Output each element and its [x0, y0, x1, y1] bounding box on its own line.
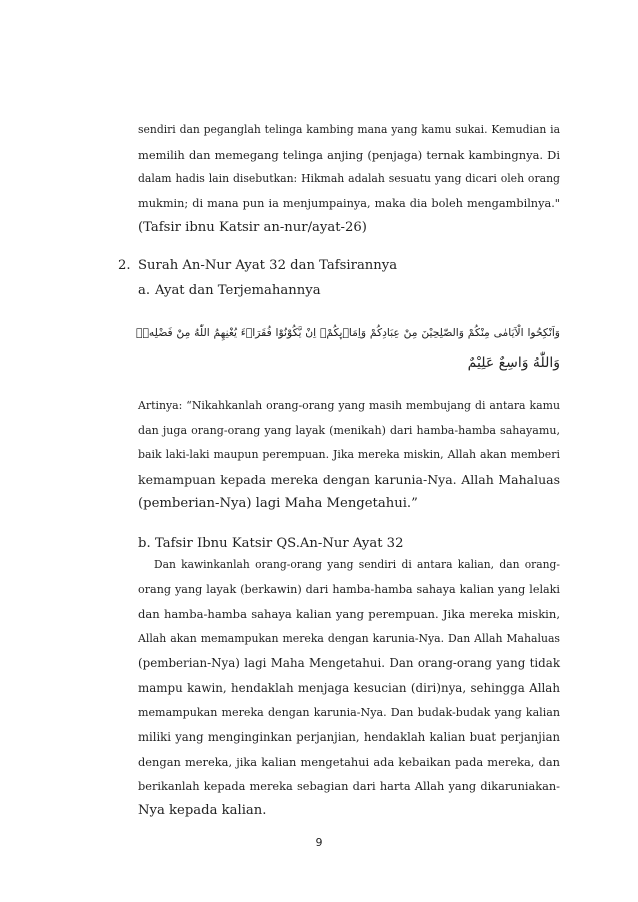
intro-line-4: mukmin; di mana pun ia menjumpainya, maka dia boleh mengambilnya." [138, 196, 560, 210]
tafsir-line-11: Nya kepada kalian. [138, 802, 267, 818]
subsection-b-title: Tafsir Ibnu Katsir QS.An-Nur Ayat 32 [155, 536, 404, 551]
tafsir-line-4: Allah akan memampukan mereka dengan karunia-Nya. Dan Allah Mahaluas [138, 631, 560, 645]
section-number: 2. [118, 258, 131, 273]
tafsir-line-3: dan hamba-hamba sahaya kalian yang perempuan. Jika mereka miskin, [138, 607, 560, 622]
tafsir-line-5: (pemberian-Nya) lagi Maha Mengetahui. Dan orang-orang yang tidak [138, 656, 560, 671]
translation-line-1: Artinya: “Nikahkanlah orang-orang yang masih membujang di antara kamu [138, 399, 560, 412]
tafsir-line-1: Dan kawinkanlah orang-orang yang sendiri di antara kalian, dan orang- [154, 558, 560, 571]
translation-paragraph [138, 394, 560, 517]
tafsir-paragraph [138, 553, 560, 824]
tafsir-line-2: orang yang layak (berkawin) dari hamba-hamba sahaya kalian yang lelaki [138, 582, 560, 596]
intro-paragraph [138, 118, 560, 241]
tafsir-line-7: memampukan mereka dengan karunia-Nya. Dan budak-budak yang kalian [138, 705, 560, 719]
tafsir-line-8: miliki yang menginginkan perjanjian, hendaklah kalian buat perjanjian [138, 730, 560, 745]
arabic-line-1: وَاَنْكِحُوا الْاَيَامٰى مِنْكُمْ وَالصّٰلِحِيْنَ مِنْ عِبَادِكُمْ وَاِمَاۤىِٕكُمْۗ اِنْ يَّكُوْنُوْا فُقَرَاۤءَ يُغْنِهِمُ اللّٰهُ مِنْ فَضْلِهٖۗ [136, 326, 560, 339]
subsection-a-letter: a. [138, 283, 151, 298]
tafsir-line-10: berikanlah kepada mereka sebagian dari harta Allah yang dikaruniakan- [138, 779, 560, 794]
section-title: Surah An-Nur Ayat 32 dan Tafsirannya [138, 258, 398, 273]
arabic-line-2: وَاللّٰهُ وَاسِعٌ عَلِيْمٌ [467, 355, 560, 371]
translation-line-2: dan juga orang-orang yang layak (menikah) dari hamba-hamba sahayamu, [138, 423, 560, 437]
page-number: 9 [315, 836, 323, 849]
subsection-b-letter: b. [138, 536, 151, 551]
intro-line-1: sendiri dan peganglah telinga kambing mana yang kamu sukai. Kemudian ia [138, 123, 560, 136]
tafsir-line-9: dengan mereka, jika kalian mengetahui ada kebaikan pada mereka, dan [138, 754, 560, 769]
subsection-a-title: Ayat dan Terjemahannya [155, 283, 321, 298]
intro-line-2: memilih dan memegang telinga anjing (penjaga) ternak kambingnya. Di [138, 147, 560, 162]
intro-line-5: (Tafsir ibnu Katsir an-nur/ayat-26) [138, 220, 367, 236]
translation-line-3: baik laki-laki maupun perempuan. Jika mereka miskin, Allah akan memberi [138, 448, 560, 462]
intro-line-3: dalam hadis lain disebutkan: Hikmah adalah sesuatu yang dicari oleh orang [138, 172, 560, 186]
translation-line-5: (pemberian-Nya) lagi Maha Mengetahui.” [138, 496, 418, 512]
translation-line-4: kemampuan kepada mereka dengan karunia-Nya. Allah Mahaluas [138, 471, 560, 487]
arabic-verse [136, 318, 560, 378]
tafsir-line-6: mampu kawin, hendaklah menjaga kesucian (diri)nya, sehingga Allah [138, 680, 560, 695]
